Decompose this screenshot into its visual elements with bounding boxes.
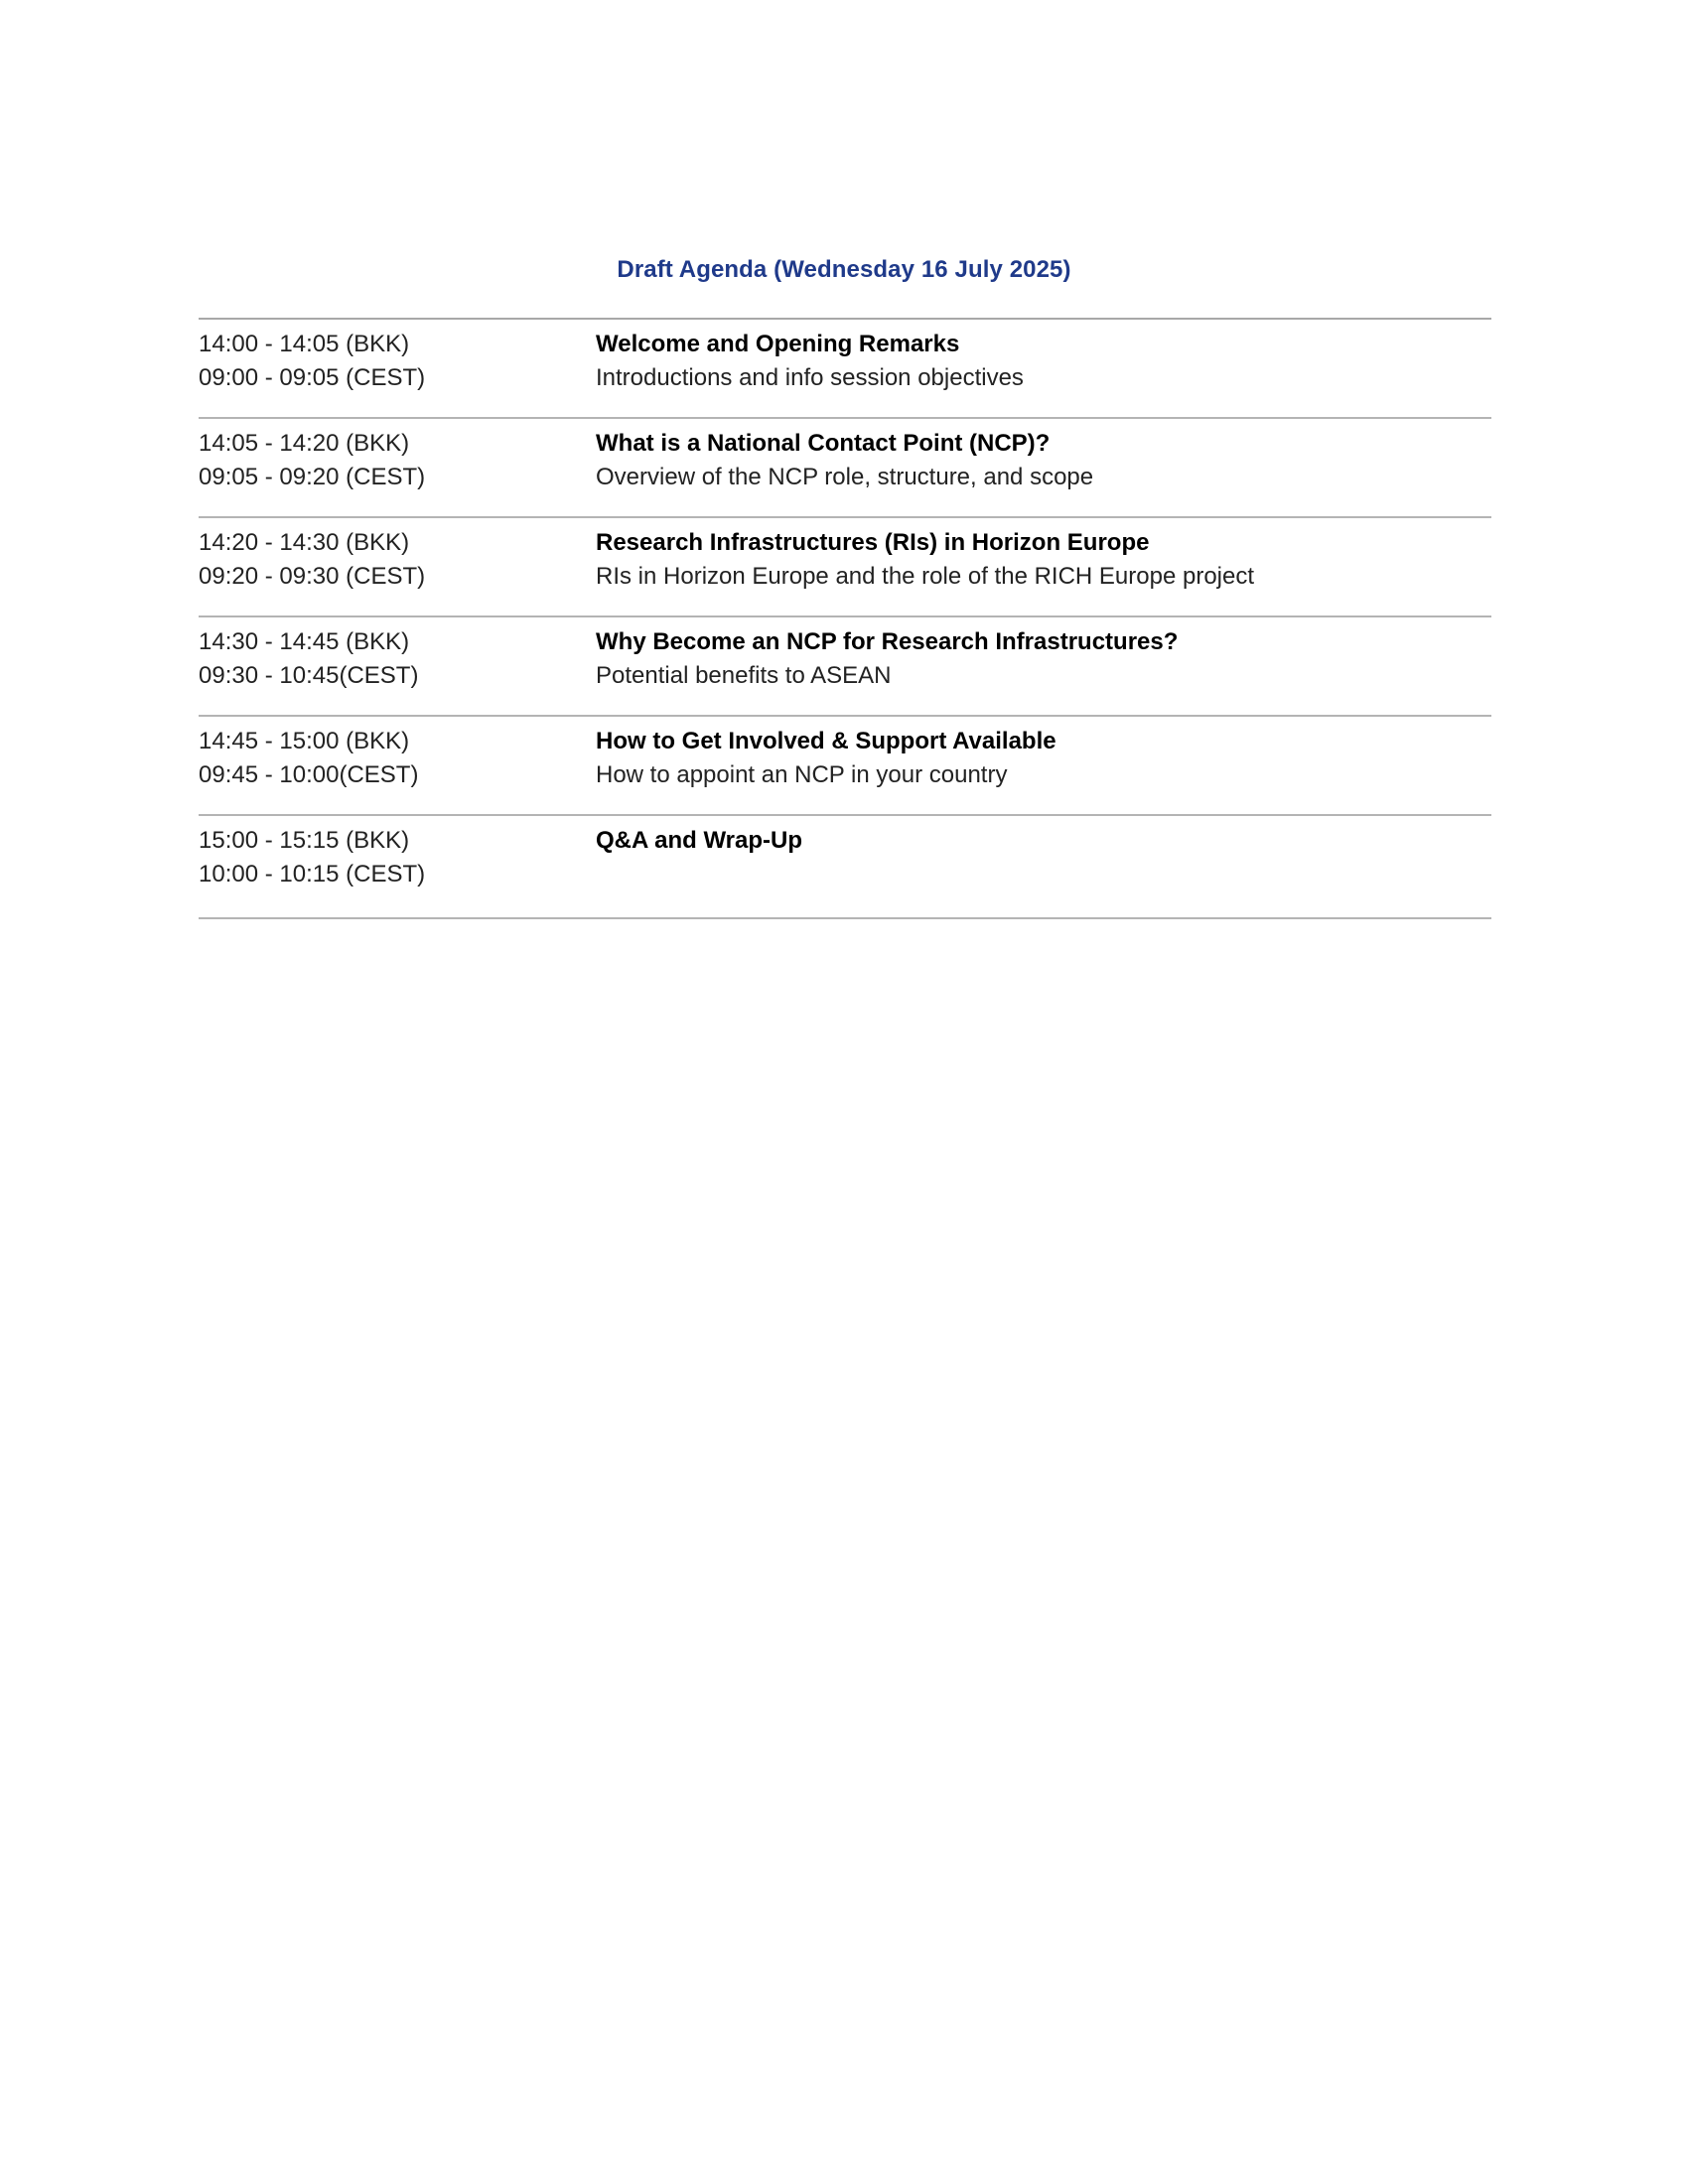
session-description: RIs in Horizon Europe and the role of the RICH Europe project [596, 563, 1255, 590]
time-cell [199, 824, 576, 891]
agenda-row [199, 419, 1491, 518]
time-cell [199, 526, 576, 594]
agenda-table [199, 318, 1491, 919]
time-cest: 09:20 - 09:30 (CEST) [199, 563, 426, 590]
time-cest: 09:30 - 10:45(CEST) [199, 662, 419, 689]
session-description: Overview of the NCP role, structure, and scope [596, 464, 1094, 490]
time-cell [199, 625, 576, 693]
session-title: Q&A and Wrap-Up [596, 827, 802, 854]
agenda-row [199, 518, 1491, 617]
time-bkk: 14:05 - 14:20 (BKK) [199, 430, 410, 457]
session-description: How to appoint an NCP in your country [596, 761, 1008, 788]
session-description: Introductions and info session objectives [596, 364, 1024, 391]
time-bkk: 14:30 - 14:45 (BKK) [199, 628, 410, 655]
time-cest: 10:00 - 10:15 (CEST) [199, 861, 426, 887]
time-cest: 09:00 - 09:05 (CEST) [199, 364, 426, 391]
session-title: Research Infrastructures (RIs) in Horizon Europe [596, 529, 1150, 556]
session-cell [596, 625, 1489, 693]
agenda-row [199, 816, 1491, 919]
time-bkk: 14:20 - 14:30 (BKK) [199, 529, 410, 556]
session-cell [596, 427, 1489, 494]
session-title: What is a National Contact Point (NCP)? [596, 430, 1051, 457]
time-bkk: 15:00 - 15:15 (BKK) [199, 827, 410, 854]
agenda-row [199, 617, 1491, 717]
session-cell [596, 725, 1489, 792]
session-description: Potential benefits to ASEAN [596, 662, 892, 689]
time-bkk: 14:45 - 15:00 (BKK) [199, 728, 410, 754]
time-cell [199, 328, 576, 395]
session-cell [596, 328, 1489, 395]
session-cell [596, 526, 1489, 594]
session-title: Welcome and Opening Remarks [596, 331, 960, 357]
agenda-row [199, 717, 1491, 816]
time-cest: 09:45 - 10:00(CEST) [199, 761, 419, 788]
time-cell [199, 427, 576, 494]
time-bkk: 14:00 - 14:05 (BKK) [199, 331, 410, 357]
time-cell [199, 725, 576, 792]
session-title: How to Get Involved & Support Available [596, 728, 1056, 754]
agenda-row [199, 320, 1491, 419]
agenda-title: Draft Agenda (Wednesday 16 July 2025) [617, 256, 1071, 283]
time-cest: 09:05 - 09:20 (CEST) [199, 464, 426, 490]
session-title: Why Become an NCP for Research Infrastructures? [596, 628, 1179, 655]
session-cell [596, 824, 1489, 858]
